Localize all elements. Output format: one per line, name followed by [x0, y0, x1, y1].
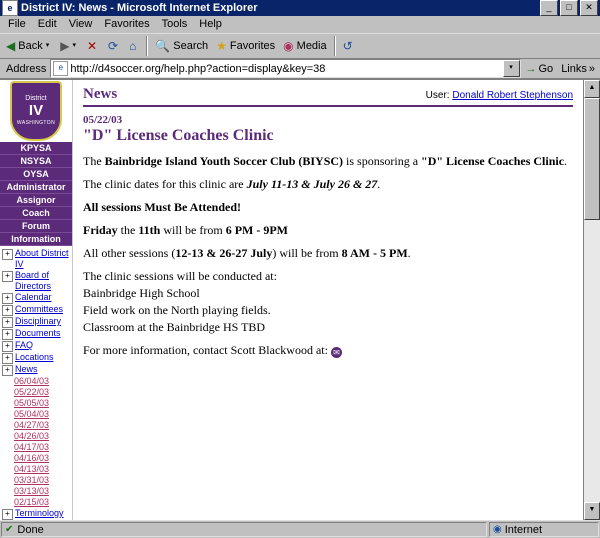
- done-icon: ✔: [5, 524, 14, 535]
- toolbar-separator-2: [334, 36, 336, 56]
- tree-item-board[interactable]: [2, 270, 72, 292]
- list-item: [14, 398, 72, 409]
- page-icon: e: [53, 61, 68, 76]
- user-name-link[interactable]: Donald Robert Stephenson: [452, 90, 573, 101]
- stop-icon: ✕: [86, 39, 98, 53]
- home-button[interactable]: [125, 34, 143, 58]
- page-title: News: [83, 86, 118, 102]
- news-date-list: [2, 376, 72, 508]
- media-icon: ◉: [283, 39, 294, 53]
- list-item: [14, 475, 72, 486]
- list-item: [14, 420, 72, 431]
- toolbar-separator: [146, 36, 148, 56]
- go-arrow-icon: →: [525, 62, 537, 75]
- history-icon: ↺: [342, 39, 353, 53]
- expand-icon[interactable]: +: [2, 293, 13, 304]
- stop-button[interactable]: [83, 34, 104, 58]
- p5-dates: 12-13 & 26-27 July: [175, 246, 273, 260]
- p2-dates: July 11-13 & July 26 & 27: [246, 177, 378, 191]
- minimize-button[interactable]: _: [540, 0, 558, 16]
- star-icon: ★: [216, 39, 227, 53]
- expand-icon[interactable]: +: [2, 249, 13, 260]
- scroll-up-button[interactable]: ▲: [584, 80, 600, 98]
- p4-text-d: will be from: [160, 223, 226, 237]
- tree-item-faq[interactable]: [2, 340, 72, 352]
- crest-line1: District: [25, 95, 47, 102]
- history-button[interactable]: [339, 34, 360, 58]
- news-date-link[interactable]: 04/13/03: [14, 464, 50, 474]
- sidebar-item-forum[interactable]: Forum: [0, 220, 72, 233]
- expand-icon[interactable]: +: [2, 353, 13, 364]
- sidebar-item-assignor[interactable]: Assignor: [0, 194, 72, 207]
- tree-link-label[interactable]: Locations: [15, 352, 54, 362]
- tree-link-label[interactable]: FAQ: [15, 340, 34, 350]
- sidebar-item-nsysa[interactable]: NSYSA: [0, 155, 72, 168]
- list-item: [14, 442, 72, 453]
- news-date-link[interactable]: 03/13/03: [14, 486, 50, 496]
- news-date-link[interactable]: 05/04/03: [14, 409, 50, 419]
- scroll-down-button[interactable]: ▼: [584, 502, 600, 520]
- email-icon[interactable]: ✉: [331, 347, 342, 358]
- status-zone-text: Internet: [504, 523, 543, 536]
- article-paragraph-4: [83, 223, 573, 237]
- list-item: [14, 464, 72, 475]
- tree-link-label[interactable]: Disciplinary: [15, 316, 62, 326]
- article-scroll-region: [73, 80, 583, 520]
- p1-text-d: .: [564, 154, 568, 168]
- media-button[interactable]: [279, 34, 330, 58]
- crest-line3: WASHINGTON: [16, 120, 56, 126]
- list-item: [14, 409, 72, 420]
- sidebar-item-information[interactable]: Information: [0, 233, 72, 246]
- menu-item-view[interactable]: View: [68, 18, 93, 30]
- sidebar-item-coach[interactable]: Coach: [0, 207, 72, 220]
- p1-org: Bainbridge Island Youth Soccer Club (BIYSC): [104, 154, 344, 168]
- sidebar: [0, 80, 72, 520]
- expand-icon[interactable]: +: [2, 365, 13, 376]
- expand-icon[interactable]: +: [2, 509, 13, 520]
- window-controls: [540, 0, 598, 16]
- forward-button[interactable]: [56, 34, 83, 58]
- tree-item-about[interactable]: [2, 248, 72, 270]
- article-paragraph-2: [83, 177, 573, 191]
- page-content: [0, 79, 600, 520]
- sidebar-tree: [0, 246, 72, 520]
- crest-line2: IV: [28, 102, 44, 119]
- list-item: [14, 387, 72, 398]
- sidebar-item-administrator[interactable]: Administrator: [0, 181, 72, 194]
- crest-shield: [10, 81, 62, 141]
- tree-item-documents[interactable]: [2, 328, 72, 340]
- sidebar-nav: [0, 142, 72, 246]
- back-button[interactable]: [2, 34, 56, 58]
- tree-item-disciplinary[interactable]: [2, 316, 72, 328]
- close-button[interactable]: ✕: [580, 0, 598, 16]
- scrollbar-track[interactable]: [584, 98, 600, 502]
- list-item: [14, 486, 72, 497]
- media-label: Media: [296, 40, 327, 52]
- news-date-link[interactable]: 04/17/03: [14, 442, 50, 452]
- links-button[interactable]: [558, 63, 598, 75]
- p1-text-a: The: [83, 154, 105, 168]
- status-message-text: Done: [17, 523, 44, 536]
- address-chevron-down-icon[interactable]: ▾: [503, 60, 520, 77]
- status-zone: [489, 522, 599, 537]
- expand-icon[interactable]: +: [2, 329, 13, 340]
- article-location-1: Bainbridge High School: [83, 286, 200, 300]
- links-chevron-icon: »: [588, 62, 595, 75]
- go-button[interactable]: [521, 63, 559, 75]
- expand-icon[interactable]: +: [2, 305, 13, 316]
- tree-link-label[interactable]: Board of Directors: [15, 270, 52, 291]
- browser-toolbar: [0, 33, 600, 59]
- menu-bar: [0, 16, 600, 33]
- p4-text-b: the: [117, 223, 139, 237]
- menu-item-favorites[interactable]: Favorites: [104, 18, 150, 30]
- user-line: [426, 90, 573, 101]
- list-item: [14, 497, 72, 508]
- sidebar-item-kpysa[interactable]: KPYSA: [0, 142, 72, 155]
- article-location-3: Classroom at the Bainbridge HS TBD: [83, 320, 266, 334]
- title-bar: [0, 0, 600, 16]
- search-label: Search: [173, 40, 209, 52]
- p5-time: 8 AM - 5 PM: [341, 246, 408, 260]
- p4-day: 11th: [138, 223, 161, 237]
- menu-item-help[interactable]: Help: [199, 18, 222, 30]
- tree-link-label[interactable]: Terminology: [15, 508, 64, 518]
- status-bar: [0, 520, 600, 538]
- expand-icon[interactable]: +: [2, 317, 13, 328]
- expand-icon[interactable]: +: [2, 341, 13, 352]
- news-date-link[interactable]: 02/15/03: [14, 497, 50, 507]
- list-item: [14, 453, 72, 464]
- p5-text-a: All other sessions (: [83, 246, 176, 260]
- tree-item-terminology[interactable]: [2, 508, 72, 520]
- address-url-text: http://d4soccer.org/help.php?action=display&key=38: [70, 62, 326, 75]
- back-chevron-down-icon[interactable]: ▾: [45, 42, 50, 49]
- article-paragraph-6: The clinic sessions will be conducted at:: [83, 269, 277, 283]
- expand-icon[interactable]: +: [2, 271, 13, 282]
- refresh-button[interactable]: [104, 34, 125, 58]
- news-date-link[interactable]: 06/04/03: [14, 376, 50, 386]
- district-crest: [0, 80, 72, 142]
- scrollbar-thumb[interactable]: [584, 98, 600, 220]
- go-label: Go: [538, 62, 554, 75]
- links-label: Links: [561, 62, 587, 75]
- internet-zone-icon: ◉: [493, 524, 502, 535]
- news-date-link[interactable]: 04/16/03: [14, 453, 50, 463]
- tree-link-label[interactable]: About District IV: [15, 248, 69, 269]
- menu-item-edit[interactable]: Edit: [37, 18, 57, 30]
- address-bar: [0, 59, 600, 79]
- news-date-link[interactable]: 05/22/03: [14, 387, 50, 397]
- window-title: District IV: News - Microsoft Internet Explorer: [21, 2, 258, 14]
- status-message: [1, 522, 487, 537]
- news-date-link[interactable]: 04/26/03: [14, 431, 50, 441]
- search-button[interactable]: [151, 34, 212, 58]
- list-item: [14, 431, 72, 442]
- app-icon: e: [2, 0, 18, 16]
- address-input[interactable]: [50, 59, 520, 78]
- tree-item-locations[interactable]: [2, 352, 72, 364]
- article-paragraph-1: [83, 154, 573, 168]
- back-arrow-icon: ◀: [6, 39, 16, 53]
- p1-clinic: "D" License Coaches Clinic: [421, 154, 565, 168]
- vertical-scrollbar[interactable]: [583, 80, 600, 520]
- tree-item-news[interactable]: [2, 364, 72, 376]
- maximize-button[interactable]: □: [560, 0, 578, 16]
- favorites-button[interactable]: [212, 34, 279, 58]
- page-header: [83, 86, 573, 107]
- tree-link-label[interactable]: Committees: [15, 304, 64, 314]
- article-headline: "D" License Coaches Clinic: [83, 127, 274, 144]
- p5-text-e: .: [407, 246, 411, 260]
- p2-text-b: .: [377, 177, 381, 191]
- menu-item-tools[interactable]: Tools: [161, 18, 188, 30]
- p4-friday: Friday: [83, 223, 118, 237]
- forward-arrow-icon: ▶: [60, 39, 70, 53]
- tree-link-label[interactable]: Calendar: [15, 292, 52, 302]
- article-location-2: Field work on the North playing fields.: [83, 303, 271, 317]
- tree-item-calendar[interactable]: [2, 292, 72, 304]
- article-paragraph-3: All sessions Must Be Attended!: [83, 200, 242, 214]
- article-paragraph-5: [83, 246, 573, 260]
- article-date: 05/22/03: [83, 114, 123, 126]
- main-article-pane: [72, 80, 583, 520]
- tree-link-label[interactable]: News: [15, 364, 38, 374]
- address-label: Address: [6, 62, 47, 75]
- favorites-label: Favorites: [229, 40, 276, 52]
- p4-time: 6 PM - 9PM: [225, 223, 288, 237]
- tree-item-committees[interactable]: [2, 304, 72, 316]
- tree-link-label[interactable]: Documents: [15, 328, 61, 338]
- refresh-icon: ⟳: [108, 39, 119, 53]
- home-icon: ⌂: [129, 39, 137, 53]
- back-label: Back: [18, 40, 43, 52]
- news-date-link[interactable]: 04/27/03: [14, 420, 50, 430]
- news-date-link[interactable]: 03/31/03: [14, 475, 50, 485]
- p2-text-a: The clinic dates for this clinic are: [83, 177, 247, 191]
- menu-item-file[interactable]: File: [8, 18, 26, 30]
- list-item: [14, 376, 72, 387]
- user-label: User:: [425, 90, 450, 101]
- p5-text-c: ) will be from: [272, 246, 342, 260]
- search-icon: 🔍: [155, 39, 171, 53]
- news-date-link[interactable]: 05/05/03: [14, 398, 50, 408]
- contact-text: For more information, contact Scott Blackwood at:: [83, 343, 328, 357]
- p1-text-b: is sponsoring a: [343, 154, 422, 168]
- article-contact: [83, 343, 573, 358]
- sidebar-item-oysa[interactable]: OYSA: [0, 168, 72, 181]
- forward-chevron-down-icon[interactable]: ▾: [72, 42, 76, 49]
